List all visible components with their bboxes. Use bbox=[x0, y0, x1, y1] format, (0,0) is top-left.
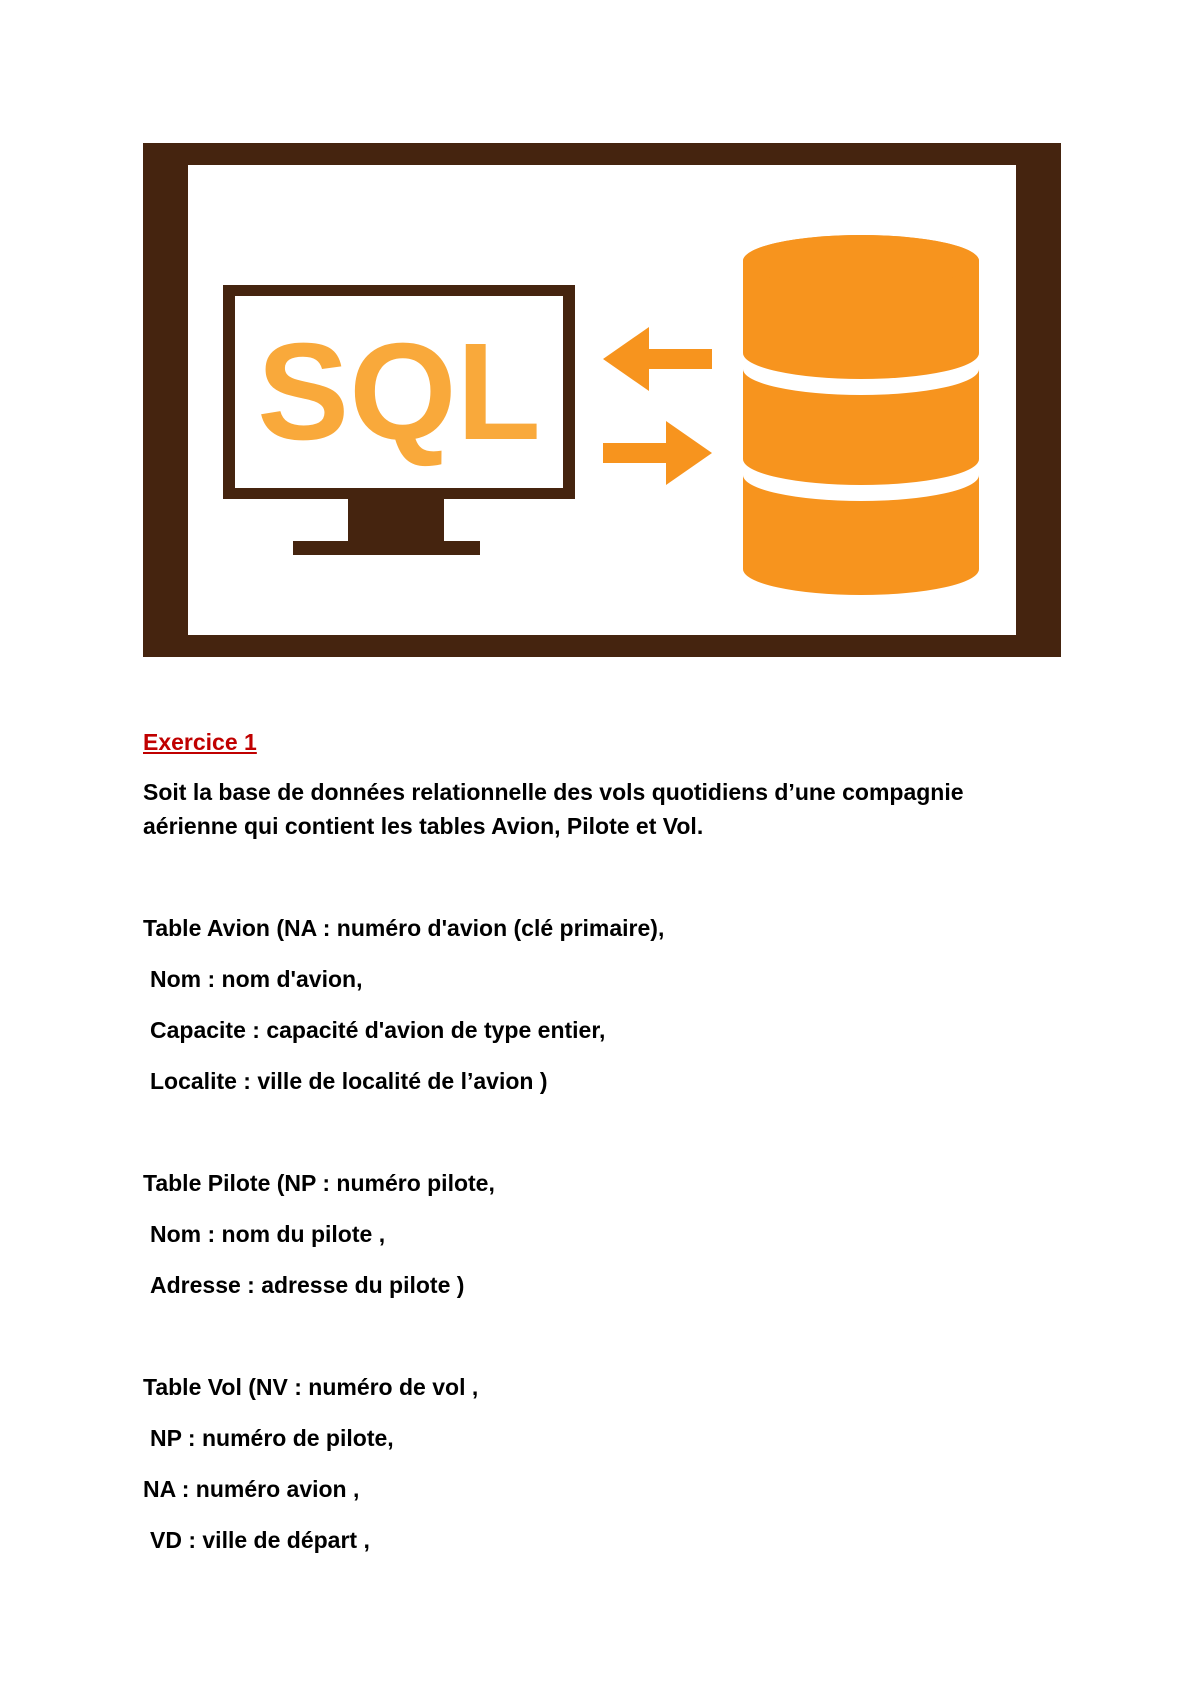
table-avion-header: Table Avion (NA : numéro d'avion (clé primaire), bbox=[143, 915, 665, 941]
table-pilote-field: Nom : nom du pilote , bbox=[150, 1221, 386, 1247]
table-avion-field: Nom : nom d'avion, bbox=[150, 966, 363, 992]
table-avion-block bbox=[143, 911, 1083, 1098]
intro-line: aérienne qui contient les tables Avion, Pilote et Vol. bbox=[143, 813, 704, 839]
table-vol-field: NA : numéro avion , bbox=[143, 1476, 360, 1502]
table-pilote-field: Adresse : adresse du pilote ) bbox=[150, 1272, 465, 1298]
intro-line: Soit la base de données relationnelle des vols quotidiens d’une compagnie bbox=[143, 779, 964, 805]
table-avion-field: Capacite : capacité d'avion de type entier, bbox=[150, 1017, 606, 1043]
table-pilote-block bbox=[143, 1166, 1083, 1302]
sql-banner-graphic bbox=[143, 143, 1061, 657]
sql-logo-text: SQL bbox=[257, 315, 541, 469]
table-vol-field: VD : ville de départ , bbox=[150, 1527, 370, 1553]
table-vol-field: NP : numéro de pilote, bbox=[150, 1425, 394, 1451]
exercise-intro bbox=[143, 775, 1083, 843]
exercise-title: Exercice 1 bbox=[143, 729, 257, 755]
exercise-section bbox=[143, 725, 1083, 1574]
table-avion-field: Localite : ville de localité de l’avion ) bbox=[150, 1068, 548, 1094]
table-pilote-header: Table Pilote (NP : numéro pilote, bbox=[143, 1170, 495, 1196]
database-icon bbox=[743, 235, 979, 595]
table-vol-block bbox=[143, 1370, 1083, 1557]
table-vol-header: Table Vol (NV : numéro de vol , bbox=[143, 1374, 479, 1400]
sql-banner bbox=[143, 143, 1061, 657]
